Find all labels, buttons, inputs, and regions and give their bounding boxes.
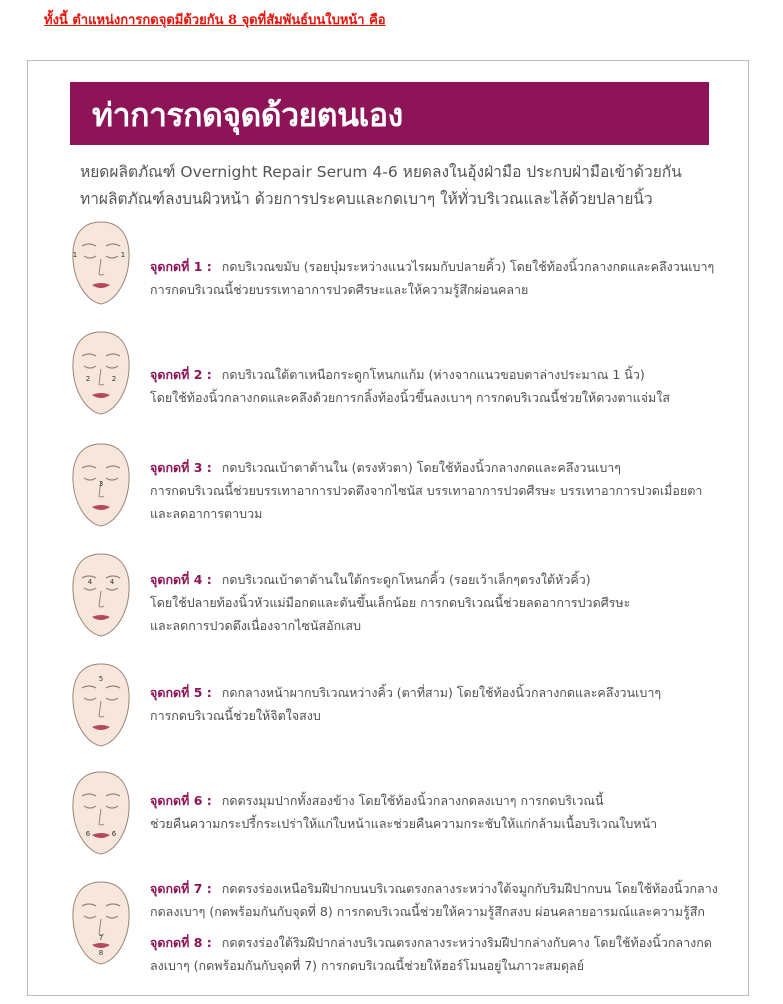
face-point-marker: 6 <box>85 830 91 838</box>
header-link[interactable]: ทั้งนี้ ตำแหน่งการกดจุดมีด้วยกัน 8 จุดที่สัมพันธ์บนใบหน้า คือ <box>44 13 386 28</box>
point-description-line <box>150 681 732 704</box>
point-text: ลงเบาๆ (กดพร้อมกันกับจุดที่ 7) การกดบริเวณนี้ช่วยให้ฮอร์โมนอยู่ในภาวะสมดุลย์ <box>150 958 585 973</box>
face-point-marker: 6 <box>111 830 117 838</box>
point-label: จุดกดที่ 6 : <box>150 793 212 808</box>
point-text: กดกลางหน้าผากบริเวณหว่างคิ้ว (ตาที่สาม) โดยใช้ท้องนิ้วกลางกดและคลึงวนเบาๆ <box>221 685 662 700</box>
point-description-line <box>150 614 732 637</box>
face-diagram <box>68 219 134 307</box>
point-description-line <box>150 900 732 923</box>
point-label: จุดกดที่ 8 : <box>150 935 212 950</box>
point-description-line <box>150 812 732 835</box>
point-description-line <box>150 456 732 479</box>
face-diagram <box>68 879 134 967</box>
pressure-point-item <box>150 363 732 409</box>
intro-line: ทาผลิตภัณฑ์ลงบนผิวหน้า ด้วยการประคบและกดเบาๆ ให้ทั่วบริเวณและไล้ด้วยปลายนิ้ว <box>80 190 653 208</box>
pressure-point-item <box>150 255 732 301</box>
point-description-line <box>150 591 732 614</box>
point-label: จุดกดที่ 1 : <box>150 259 212 274</box>
point-text: และลดการปวดตึงเนื่องจากไซนัสอักเสบ <box>150 618 361 633</box>
point-text: กดบริเวณใต้ตาเหนือกระดูกโหนกแก้ม (ห่างจากแนวขอบตาล่างประมาณ 1 นิ้ว) <box>221 367 645 382</box>
point-description-line <box>150 789 732 812</box>
point-description-line <box>150 479 732 502</box>
pressure-point-item <box>150 931 732 977</box>
pressure-point-item <box>150 456 732 525</box>
point-label: จุดกดที่ 7 : <box>150 881 212 896</box>
point-text: กดตรงมุมปากทั้งสองข้าง โดยใช้ท้องนิ้วกลางกดลงเบาๆ การกดบริเวณนี้ <box>221 793 604 808</box>
intro-text <box>80 159 720 213</box>
point-text: กดตรงร่องใต้ริมฝีปากล่างบริเวณตรงกลางระหว่างริมฝีปากล่างกับคาง โดยใช้ท้องนิ้วกลางกด <box>221 935 712 950</box>
point-description-line <box>150 386 732 409</box>
pressure-point-item <box>150 789 732 835</box>
point-text: กดบริเวณเบ้าตาด้านใน (ตรงหัวตา) โดยใช้ท้องนิ้วกลางกดและคลึงวนเบาๆ <box>221 460 621 475</box>
face-point-marker: 1 <box>120 251 126 259</box>
point-description-line <box>150 704 732 727</box>
point-description-line <box>150 278 732 301</box>
point-label: จุดกดที่ 2 : <box>150 367 212 382</box>
point-label: จุดกดที่ 5 : <box>150 685 212 700</box>
point-description-line <box>150 931 732 954</box>
point-text: และลดอาการตาบวม <box>150 506 263 521</box>
point-text: โดยใช้ท้องนิ้วกลางกดและคลึงด้วยการกลิ้งท้องนิ้วขึ้นลงเบาๆ การกดบริเวณนี้ช่วยให้ดวงตาแจ่มใส <box>150 390 670 405</box>
point-description-line <box>150 363 732 386</box>
point-text: ช่วยคืนความกระปรี้กระเปร่าให้แก่ใบหน้าและช่วยคืนความกระชับให้แก่กล้ามเนื้อบริเวณใบหน้า <box>150 816 658 831</box>
face-diagram <box>68 441 134 529</box>
point-description-line <box>150 954 732 977</box>
point-description-line <box>150 255 732 278</box>
face-point-marker: 5 <box>98 675 104 683</box>
point-text: กดตรงร่องเหนือริมฝีปากบนบริเวณตรงกลางระหว่างใต้จมูกกับริมฝีปากบน โดยใช้ท้องนิ้วกลาง <box>221 881 718 896</box>
point-text: กดลงเบาๆ (กดพร้อมกันกับจุดที่ 8) การกดบริเวณนี้ช่วยให้ความรู้สึกสงบ ผ่อนคลายอารมณ์และความรู้สึก <box>150 904 705 919</box>
face-point-marker: 7 <box>98 934 104 942</box>
point-text: กดบริเวณเบ้าตาด้านในใต้กระดูกโหนกคิ้ว (รอยเว้าเล็กๆตรงใต้หัวคิ้ว) <box>221 572 591 587</box>
point-text: กดบริเวณขมับ (รอยบุ๋มระหว่างแนวไรผมกับปลายคิ้ว) โดยใช้ท้องนิ้วกลางกดและคลึงวนเบาๆ <box>221 259 715 274</box>
pressure-point-item <box>150 681 732 727</box>
face-point-marker: 4 <box>87 578 93 586</box>
point-label: จุดกดที่ 4 : <box>150 572 212 587</box>
point-text: โดยใช้ปลายท้องนิ้วหัวแม่มือกดและดันขึ้นเล็กน้อย การกดบริเวณนี้ช่วยลดอาการปวดศีรษะ <box>150 595 631 610</box>
point-text: การกดบริเวณนี้ช่วยบรรเทาอาการปวดศีรษะและให้ความรู้สึกผ่อนคลาย <box>150 282 529 297</box>
point-description-line <box>150 568 732 591</box>
intro-line: หยดผลิตภัณฑ์ Overnight Repair Serum 4-6 หยดลงในอุ้งฝ่ามือ ประกบฝ่ามือเข้าด้วยกัน <box>80 163 682 181</box>
acupressure-guide-panel <box>27 60 749 996</box>
face-point-marker: 2 <box>85 375 91 383</box>
title-banner <box>70 82 709 145</box>
face-diagram <box>68 661 134 749</box>
pressure-point-item <box>150 568 732 637</box>
point-description-line <box>150 877 732 900</box>
point-text: การกดบริเวณนี้ช่วยบรรเทาอาการปวดตึงจากไซนัส บรรเทาอาการปวดศีรษะ บรรเทาอาการปวดเมื่อยตา <box>150 483 703 498</box>
face-point-marker: 3 <box>98 480 104 488</box>
face-point-marker: 4 <box>109 578 115 586</box>
face-point-marker: 1 <box>72 251 78 259</box>
face-diagram <box>68 769 134 857</box>
face-diagram <box>68 329 134 417</box>
face-diagram <box>68 551 134 639</box>
point-description-line <box>150 502 732 525</box>
pressure-point-item <box>150 877 732 923</box>
point-label: จุดกดที่ 3 : <box>150 460 212 475</box>
face-point-marker: 2 <box>111 375 117 383</box>
face-point-marker: 8 <box>98 949 104 957</box>
banner-title: ท่าการกดจุดด้วยตนเอง <box>92 96 403 134</box>
point-text: การกดบริเวณนี้ช่วยให้จิตใจสงบ <box>150 708 321 723</box>
